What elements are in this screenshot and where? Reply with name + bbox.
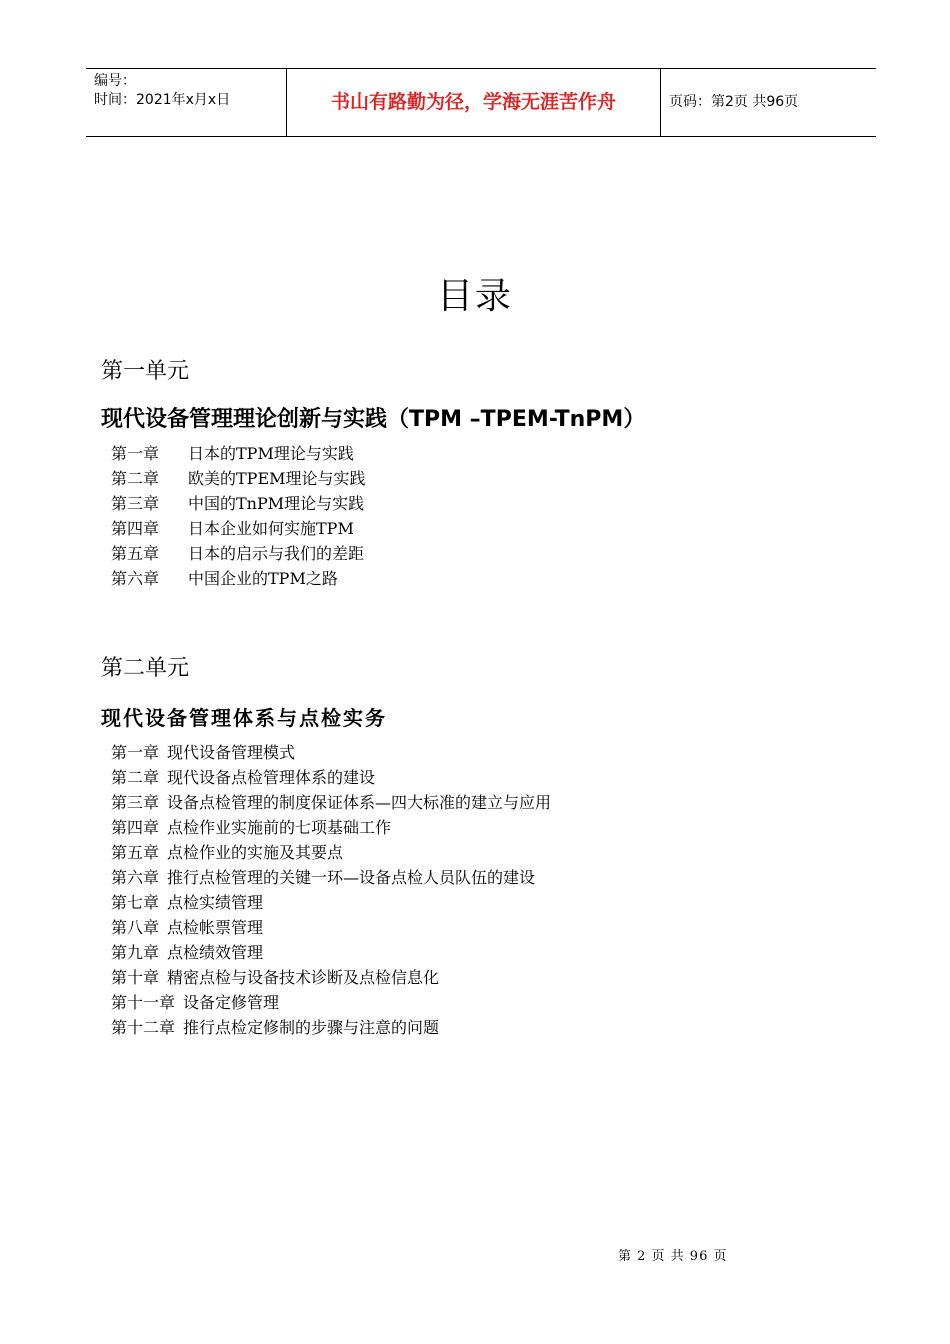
chapter-title: 点检帐票管理: [167, 918, 264, 937]
chapter-title: 现代设备管理模式: [167, 743, 296, 762]
chapter-title: 欧美的TPEM理论与实践: [188, 469, 366, 488]
unit-2-label: 第二单元: [101, 656, 190, 681]
toc-entry: [111, 740, 551, 765]
chapter-title: 精密点检与设备技术诊断及点检信息化: [167, 968, 440, 987]
chapter-title: 设备点检管理的制度保证体系—四大标准的建立与应用: [167, 793, 552, 812]
unit-1-label: 第一单元: [101, 359, 190, 384]
chapter-number: 第六章: [111, 569, 160, 588]
toc-entry: [111, 491, 366, 516]
chapter-number: 第四章: [111, 818, 160, 837]
toc-entry: [111, 965, 551, 990]
toc-entry: [111, 840, 551, 865]
chapter-number: 第五章: [111, 544, 160, 563]
chapter-title: 推行点检管理的关键一环—设备点检人员队伍的建设: [167, 868, 536, 887]
chapter-title: 点检作业的实施及其要点: [167, 843, 344, 862]
chapter-title: 点检绩效管理: [167, 943, 264, 962]
chapter-title: 中国企业的TPM之路: [188, 569, 338, 588]
page-header: [86, 68, 876, 137]
header-divider: [660, 69, 661, 136]
chapter-number: 第十二章: [111, 1018, 176, 1037]
code-label: 编号：: [94, 73, 136, 89]
toc-entry: [111, 441, 366, 466]
chapter-number: 第九章: [111, 943, 160, 962]
chapter-number: 第七章: [111, 893, 160, 912]
chapter-title: 设备定修管理: [183, 993, 280, 1012]
unit-2-heading: 现代设备管理体系与点检实务: [101, 706, 387, 730]
chapter-title: 中国的TnPM理论与实践: [188, 494, 365, 513]
chapter-number: 第十章: [111, 968, 160, 987]
toc-entry: [111, 516, 366, 541]
chapter-title: 点检作业实施前的七项基础工作: [167, 818, 392, 837]
chapter-number: 第八章: [111, 918, 160, 937]
chapter-number: 第四章: [111, 519, 160, 538]
header-motto: 书山有路勤为径，学海无涯苦作舟: [330, 91, 616, 113]
toc-entry: [111, 865, 551, 890]
page-title: 目录: [436, 276, 513, 317]
chapter-number: 第六章: [111, 868, 160, 887]
chapter-title: 日本的TPM理论与实践: [188, 444, 354, 463]
chapter-title: 日本的启示与我们的差距: [188, 544, 365, 563]
toc-entry: [111, 1015, 551, 1040]
toc-entry: [111, 940, 551, 965]
toc-entry: [111, 466, 366, 491]
toc-entry: [111, 890, 551, 915]
toc-entry: [111, 541, 366, 566]
chapter-number: 第三章: [111, 494, 160, 513]
header-page-info: 页码：第2页 共96页: [669, 94, 799, 110]
unit-1-chapter-list: [111, 441, 366, 591]
chapter-title: 现代设备点检管理体系的建设: [167, 768, 376, 787]
toc-entry: [111, 915, 551, 940]
chapter-number: 第十一章: [111, 993, 176, 1012]
header-meta: [94, 72, 230, 110]
toc-entry: [111, 815, 551, 840]
unit-1-heading: 现代设备管理理论创新与实践（TPM –TPEM-TnPM）: [101, 407, 646, 432]
chapter-title: 日本企业如何实施TPM: [188, 519, 354, 538]
chapter-number: 第五章: [111, 843, 160, 862]
chapter-title: 推行点检定修制的步骤与注意的问题: [183, 1018, 440, 1037]
chapter-title: 点检实绩管理: [167, 893, 264, 912]
chapter-number: 第一章: [111, 743, 160, 762]
unit-2-chapter-list: [111, 740, 551, 1040]
time-label: 时间：2021年x月x日: [94, 92, 231, 108]
chapter-number: 第三章: [111, 793, 160, 812]
toc-entry: [111, 990, 551, 1015]
toc-entry: [111, 765, 551, 790]
chapter-number: 第二章: [111, 768, 160, 787]
toc-entry: [111, 566, 366, 591]
toc-entry: [111, 790, 551, 815]
chapter-number: 第一章: [111, 444, 160, 463]
chapter-number: 第二章: [111, 469, 160, 488]
page-footer: 第 2 页 共 96 页: [618, 1249, 728, 1264]
